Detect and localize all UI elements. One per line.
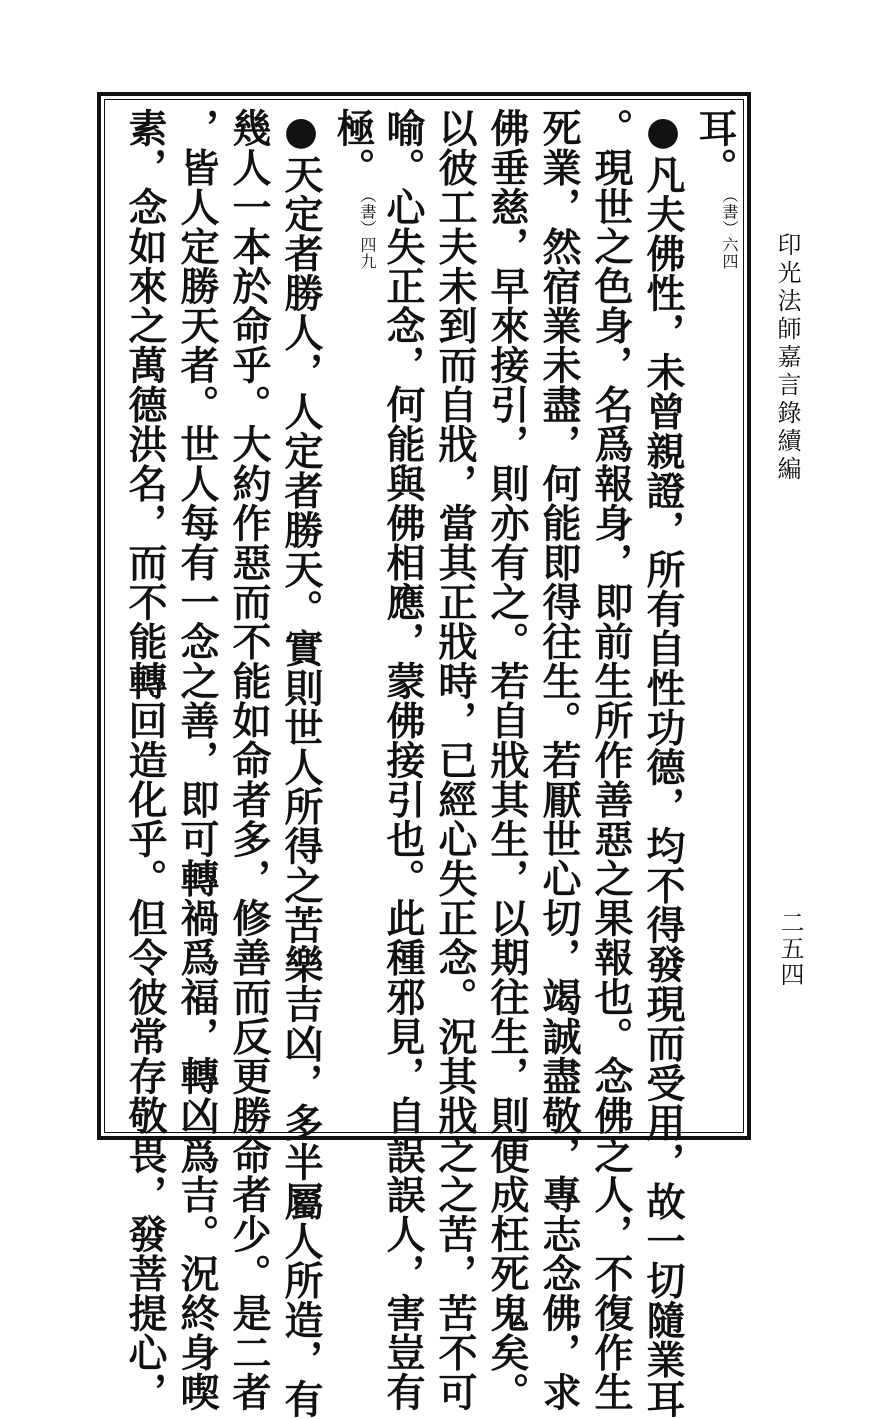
text-column-3 (588, 108, 634, 1412)
column-text: 極。 (330, 108, 376, 187)
source-note: （書）四九 (358, 187, 377, 270)
text-column-12 (122, 108, 168, 1412)
column-text: 以彼工夫未到而自戕，當其正戕時，已經心失正念。況其戕之之苦，苦不可 (432, 108, 478, 1412)
column-text: 佛垂慈，早來接引，則亦有之。若自戕其生，以期往生，則便成枉死鬼矣。 (484, 108, 530, 1412)
page-number: 二五四 (776, 910, 804, 988)
text-column-4 (536, 108, 582, 1412)
text-column-8 (330, 108, 376, 270)
text-column-11 (174, 108, 220, 1412)
column-text: 幾人一本於命乎。大約作惡而不能如命者多，修善而反更勝命者少。是二者 (226, 108, 272, 1412)
column-text: ，皆人定勝天者。世人每有一念之善，即可轉禍爲福，轉凶爲吉。況終身喫 (174, 108, 220, 1412)
book-title: 印光法師嘉言錄續編 (773, 232, 801, 484)
source-note: （書）六四 (720, 187, 739, 270)
column-text: 喻。心失正念，何能與佛相應，蒙佛接引也。此種邪見，自誤誤人，害豈有 (380, 108, 426, 1412)
text-column-7 (380, 108, 426, 1412)
text-column-10 (226, 108, 272, 1412)
column-text: ●天定者勝人，人定者勝天。實則世人所得之苦樂吉凶，多半屬人所造，有 (278, 108, 324, 1419)
column-text: 素，念如來之萬德洪名，而不能轉回造化乎。但令彼常存敬畏，發菩提心， (122, 108, 168, 1412)
text-column-5 (484, 108, 530, 1412)
text-column-6 (432, 108, 478, 1412)
text-column-9 (278, 108, 324, 1419)
column-text: 耳。 (692, 108, 738, 187)
text-column-2 (640, 108, 686, 1419)
column-text: 。現世之色身，名爲報身，即前生所作善惡之果報也。念佛之人，不復作生 (588, 108, 634, 1412)
text-column-1 (692, 108, 738, 270)
column-text: 死業，然宿業未盡，何能即得往生。若厭世心切，竭誠盡敬，專志念佛，求 (536, 108, 582, 1412)
column-text: ●凡夫佛性，未曾親證，所有自性功德，均不得發現而受用，故一切隨業耳 (640, 108, 686, 1419)
